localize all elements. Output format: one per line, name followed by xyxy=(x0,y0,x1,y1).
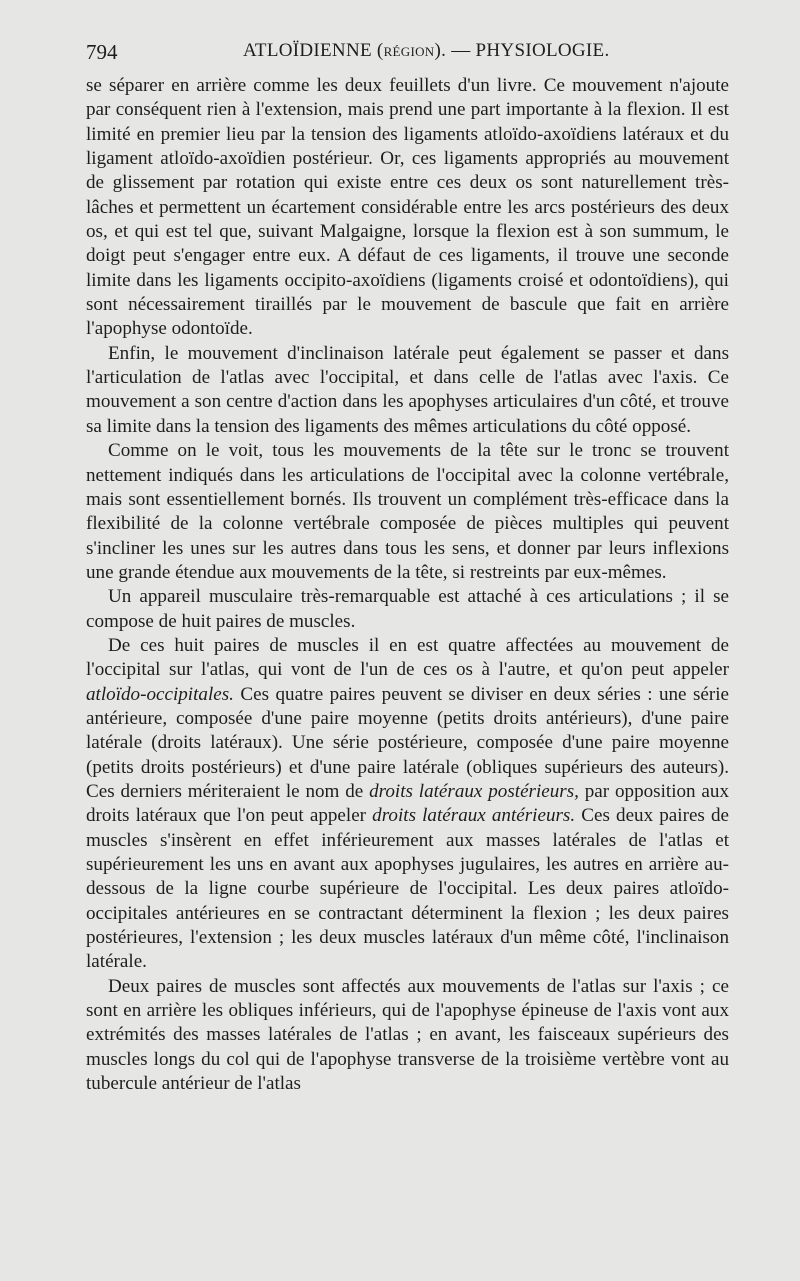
text-run: Deux paires de muscles sont affectés aux mouvements de l'atlas sur l'axis ; ce sont en arrière les obliques inférieurs, qui de l'apophyse épineuse de l'axis vont aux extrémités des masses latérales de l'atlas ; en avant, les faisceaux supérieurs des muscles longs du col qui de l'apophyse transverse de la troisième vertèbre vont au tubercule antérieur de l'atlas xyxy=(86,975,729,1095)
paragraph xyxy=(86,342,729,439)
italic-term: atloïdo-occipitales. xyxy=(86,683,234,705)
text-run: Enfin, le mouvement d'inclinaison latérale peut également se passer et dans l'articulation de l'atlas avec l'occipital, et dans celle de l'atlas avec l'axis. Ce mouvement a son centre d'action dans les apophyses articulaires d'un côté, et trouve sa limite dans la tension des ligaments des mêmes articulations du côté opposé. xyxy=(86,342,729,437)
page-number: 794 xyxy=(86,40,118,64)
running-title-rest: ). — PHYSIOLOGIE. xyxy=(434,40,610,61)
text-run: Comme on le voit, tous les mouvements de la tête sur le tronc se trouvent nettement indiqués dans les articulations de l'occipital avec la colonne vertébrale, mais sont essentiellement bornés. Ils trouvent un complément très-efficace dans la flexibilité de la colonne vertébrale composée de pièces multiples qui peuvent s'incliner les unes sur les autres dans tous les sens, et donner par leurs inflexions une grande étendue aux mouvements de la tête, si restreints par eux-mêmes. xyxy=(86,440,729,583)
paragraph xyxy=(86,74,729,342)
paragraph xyxy=(86,439,729,585)
running-title xyxy=(243,40,610,62)
page-header xyxy=(86,40,729,70)
paragraph xyxy=(86,975,729,1097)
text-run: se séparer en arrière comme les deux feuillets d'un livre. Ce mouvement n'ajoute par conséquent rien à l'extension, mais prend une part importante à la flexion. Il est limité en premier lieu par la tension des ligaments atloïdo-axoïdiens latéraux et du ligament atloïdo-axoïdien postérieur. Or, ces ligaments appropriés au mouvement de glissement par rotation qui existe entre ces deux os sont naturellement très-lâches et permettent un écartement considérable entre les arcs postérieurs des deux os, et qui est tel que, suivant Malgaigne, lorsque la flexion est à son summum, le doigt peut s'engager entre eux. A défaut de ces ligaments, il trouve une seconde limite dans les ligaments occipito-axoïdiens (ligaments croisé et odontoïdiens), qui sont nécessairement tiraillés par le mouvement de bascule que fait en arrière l'apophyse odontoïde. xyxy=(86,75,729,340)
text-run: De ces huit paires de muscles il en est quatre affectées au mouvement de l'occipital sur l'atlas, qui vont de l'un de ces os à l'autre, et qu'on peut appeler xyxy=(86,634,729,681)
paragraph xyxy=(86,585,729,634)
running-title-main: ATLOÏDIENNE ( xyxy=(243,40,384,61)
italic-term: droits latéraux postérieurs, xyxy=(369,780,579,802)
paragraph xyxy=(86,634,729,975)
text-run: Ces quatre paires peuvent se diviser en deux séries : une série antérieure, composée d'une paire moyenne (petits droits antérieurs), d'une paire latérale (droits latéraux). Une série postérieure, composée d'une paire moyenne (petits droits postérieurs) et d'une paire latérale (obliques supérieurs des auteurs). Ces derniers mériteraient le nom de xyxy=(86,683,729,802)
text-run: Un appareil musculaire très-remarquable est attaché à ces articulations ; il se compose de huit paires de muscles. xyxy=(86,586,729,632)
running-title-region: RÉGION xyxy=(383,44,435,59)
text-run: Ces deux paires de muscles s'insèrent en effet inférieurement aux masses latérales de l'atlas et supérieurement les uns en avant aux apophyses jugulaires, les autres en arrière au-dessous de la ligne courbe supérieure de l'occipital. Les deux paires atloïdo-occipitales antérieures en se contractant déterminent la flexion ; les deux paires postérieures, l'extension ; les deux muscles latéraux d'un même côté, l'inclinaison latérale. xyxy=(86,805,729,973)
italic-term: droits latéraux antérieurs. xyxy=(372,805,576,827)
body-text xyxy=(86,74,729,1096)
text-run: par opposition aux droits latéraux que l'on peut appeler xyxy=(86,780,729,827)
